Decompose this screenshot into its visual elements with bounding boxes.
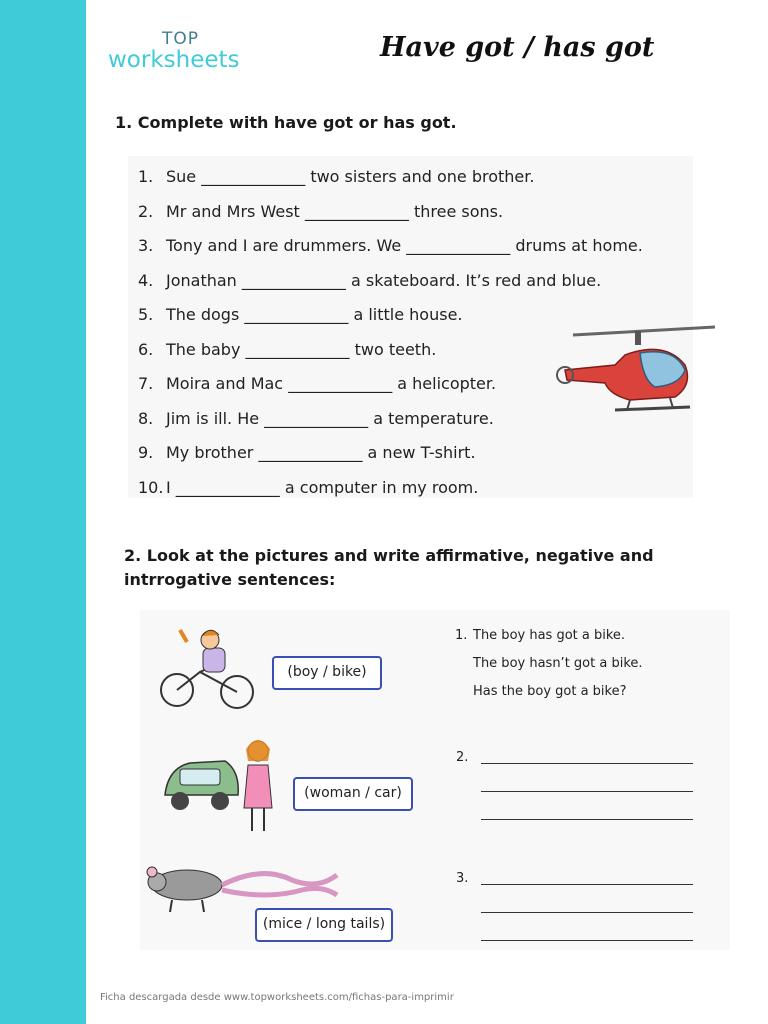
label-mice-tails: (mice / long tails)	[255, 908, 393, 942]
example-interrogative: Has the boy got a bike?	[473, 684, 627, 699]
answer-line	[481, 940, 693, 941]
logo-bottom-text: worksheets	[108, 47, 240, 73]
example-negative: The boy hasn’t got a bike.	[473, 656, 643, 671]
item-number: 10.	[138, 477, 164, 497]
item-number: 6.	[138, 339, 154, 359]
item-number: 2.	[138, 201, 154, 221]
example-affirmative: The boy has got a bike.	[473, 628, 626, 643]
woman-car-illustration	[160, 733, 285, 838]
item-number: 9.	[138, 443, 154, 462]
exercise-item	[138, 439, 643, 474]
example-number: 1.	[455, 628, 468, 643]
item-text: The dogs _____________ a little house.	[166, 305, 463, 324]
answer-line	[481, 763, 693, 764]
logo	[108, 30, 258, 72]
section1-heading: 1. Complete with have got or has got.	[115, 113, 457, 132]
item-text: I _____________ a computer in my room.	[166, 477, 479, 497]
boy-bike-illustration	[155, 620, 265, 712]
item-number: 5.	[138, 305, 154, 324]
label-boy-bike: (boy / bike)	[272, 656, 382, 690]
exercise-item	[138, 474, 643, 509]
answer-line	[481, 791, 693, 792]
worksheet-title: Have got / has got	[380, 32, 655, 63]
item-text: Tony and I are drummers. We _____________ drums at home.	[166, 236, 643, 255]
answer-line	[481, 884, 693, 885]
item-text: Sue _____________ two sisters and one brother.	[166, 167, 535, 186]
item-number: 4.	[138, 270, 154, 290]
answer-number-3: 3.	[456, 871, 469, 886]
helicopter-illustration	[555, 325, 725, 425]
item-text: Jim is ill. He _____________ a temperature.	[166, 408, 494, 428]
side-color-bar	[0, 0, 86, 1024]
exercise-item	[138, 198, 643, 233]
exercise-item	[138, 232, 643, 267]
exercise-item	[138, 163, 643, 198]
item-number: 7.	[138, 374, 154, 393]
answer-line	[481, 819, 693, 820]
item-text: The baby _____________ two teeth.	[166, 339, 437, 359]
answer-number-2: 2.	[456, 750, 469, 765]
item-text: Moira and Mac _____________ a helicopter.	[166, 374, 497, 393]
answer-line	[481, 912, 693, 913]
item-number: 1.	[138, 167, 154, 186]
item-number: 8.	[138, 408, 154, 428]
item-number: 3.	[138, 236, 154, 255]
label-woman-car: (woman / car)	[293, 777, 413, 811]
item-text: Mr and Mrs West _____________ three sons.	[166, 201, 504, 221]
exercise-item	[138, 267, 643, 302]
item-text: My brother _____________ a new T-shirt.	[166, 443, 476, 462]
footer-source: Ficha descargada desde www.topworksheets.com/fichas-para-imprimir	[100, 992, 454, 1003]
section2-heading: 2. Look at the pictures and write affirmative, negative and intrrogative sentences:	[124, 546, 654, 589]
logo-top-text: TOP	[161, 29, 200, 49]
item-text: Jonathan _____________ a skateboard. It’s red and blue.	[166, 270, 602, 290]
